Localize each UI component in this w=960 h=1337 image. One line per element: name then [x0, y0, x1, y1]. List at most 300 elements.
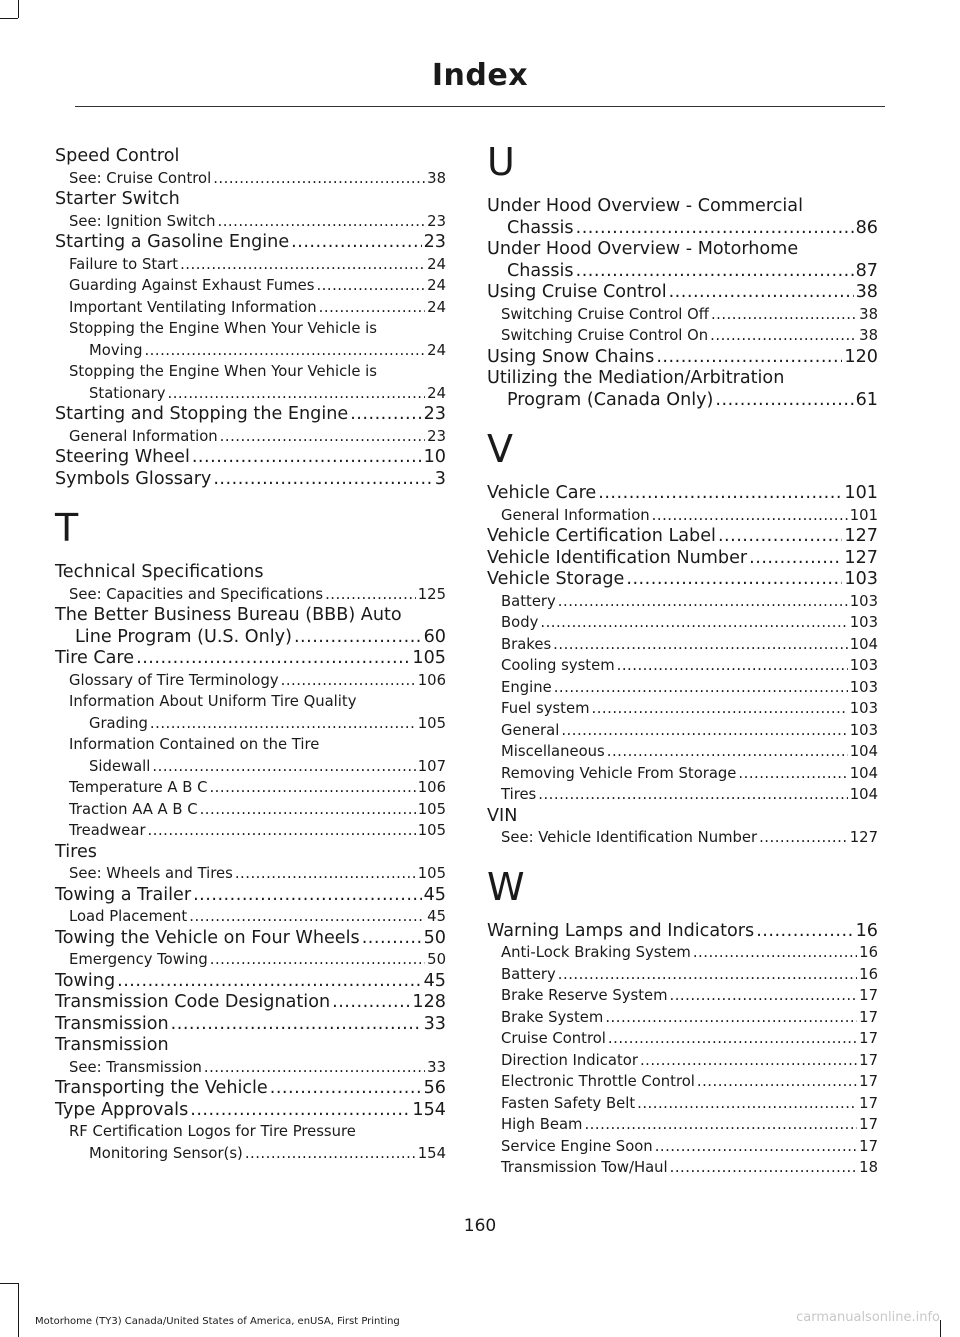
index-entry[interactable] — [487, 505, 878, 527]
entry-text: Stopping the Engine When Your Vehicle is — [69, 320, 377, 337]
index-entry[interactable] — [487, 196, 878, 239]
entry-text: Electronic Throttle Control — [501, 1073, 695, 1090]
index-entry[interactable] — [487, 720, 878, 742]
index-entry[interactable] — [487, 827, 878, 849]
dot-leader — [192, 447, 422, 469]
entry-page-number: 103 — [849, 721, 878, 739]
entry-page-number: 16 — [859, 965, 878, 983]
dot-leader — [220, 426, 425, 448]
dot-leader — [598, 483, 842, 505]
entry-text: Utilizing the Mediation/Arbitration — [487, 368, 785, 388]
index-entry[interactable] — [487, 964, 878, 986]
entry-text: Engine — [501, 678, 552, 696]
entry-text: Switching Cruise Control Off — [501, 305, 709, 323]
entry-page-number: 107 — [417, 757, 446, 775]
index-entry[interactable] — [487, 634, 878, 656]
dot-leader — [213, 469, 432, 491]
dot-leader — [117, 971, 421, 993]
dot-leader — [270, 1078, 422, 1100]
entry-text: Sidewall — [89, 757, 151, 775]
dot-leader — [171, 1014, 422, 1036]
entry-page-number: 105 — [417, 865, 446, 882]
index-entry[interactable] — [55, 469, 446, 491]
entry-page-number: 127 — [849, 829, 878, 846]
entry-text: Tire Care — [55, 648, 135, 668]
index-entry[interactable] — [487, 612, 878, 634]
index-entry[interactable] — [487, 942, 878, 964]
entry-text: Transmission — [55, 1013, 169, 1034]
entry-text: See: Vehicle Identification Number — [501, 829, 758, 846]
entry-page-number: 103 — [849, 614, 878, 631]
dot-leader — [319, 297, 426, 319]
index-entry[interactable] — [487, 347, 878, 369]
entry-text: Traction AA A B C — [69, 800, 198, 818]
dot-leader — [210, 949, 425, 971]
dot-leader — [693, 942, 857, 964]
entry-text: Emergency Towing — [69, 951, 208, 968]
entry-page-number: 33 — [427, 1058, 446, 1076]
dot-leader — [189, 906, 425, 928]
entry-page-number: 17 — [859, 1051, 878, 1069]
index-entry[interactable] — [487, 1007, 878, 1029]
entry-text: Battery — [501, 965, 556, 983]
index-entry[interactable] — [55, 906, 446, 928]
dot-leader — [637, 1093, 857, 1115]
entry-text: Load Placement — [69, 908, 188, 925]
dot-leader — [759, 827, 848, 849]
index-entry[interactable] — [55, 605, 446, 648]
index-entry[interactable] — [487, 1114, 878, 1136]
entry-text: RF Certification Logos for Tire Pressure — [69, 1123, 356, 1140]
entry-text: Towing — [55, 970, 116, 991]
entry-page-number: 60 — [423, 626, 446, 647]
index-entry[interactable] — [55, 447, 446, 469]
entry-text: Service Engine Soon — [501, 1137, 653, 1155]
dot-leader — [605, 1007, 857, 1029]
entry-text: Guarding Against Exhaust Fumes — [69, 277, 315, 294]
entry-text: Brake System — [501, 1008, 604, 1026]
entry-page-number: 50 — [427, 951, 446, 968]
entry-page-number: 127 — [844, 547, 878, 568]
entry-page-number: 101 — [844, 483, 878, 503]
entry-text: Important Ventilating Information — [69, 298, 317, 316]
entry-page-number: 105 — [412, 648, 446, 668]
entry-page-number: 17 — [859, 1116, 878, 1133]
section-letter: V — [487, 427, 513, 471]
dot-leader — [640, 1050, 857, 1072]
entry-text: Moving — [89, 341, 143, 359]
index-entry[interactable] — [55, 670, 446, 692]
entry-text: Stopping the Engine When Your Vehicle is — [69, 363, 377, 380]
entry-page-number: 105 — [417, 800, 446, 818]
index-entry[interactable] — [55, 168, 446, 190]
entry-page-number: 105 — [417, 714, 446, 732]
entry-page-number: 105 — [417, 822, 446, 839]
entry-page-number: 86 — [855, 217, 878, 238]
entry-text: Under Hood Overview - Motorhome — [487, 239, 799, 259]
dot-leader — [136, 648, 410, 670]
index-entry[interactable] — [487, 1028, 878, 1050]
entry-page-number: 120 — [844, 346, 878, 367]
dot-leader — [168, 383, 426, 405]
entry-page-number: 33 — [423, 1013, 446, 1034]
index-entry[interactable] — [55, 361, 446, 404]
entry-text: Speed Control — [55, 146, 180, 166]
dot-leader — [350, 404, 421, 426]
dot-leader — [553, 634, 848, 656]
entry-page-number: 103 — [849, 592, 878, 610]
entry-text: Miscellaneous — [501, 743, 605, 760]
entry-text: See: Wheels and Tires — [69, 865, 233, 882]
dot-leader — [200, 799, 416, 821]
entry-text: Brake Reserve System — [501, 987, 668, 1004]
entry-text: General Information — [69, 427, 218, 445]
entry-text: Information About Uniform Tire Quality — [69, 693, 357, 710]
crop-mark — [18, 0, 19, 18]
dot-leader — [738, 763, 847, 785]
entry-text: Towing a Trailer — [55, 884, 192, 905]
dot-leader — [538, 784, 847, 806]
index-entry[interactable] — [55, 777, 446, 799]
dot-leader — [576, 261, 854, 283]
dot-leader — [332, 992, 410, 1014]
index-entry[interactable] — [55, 584, 446, 606]
index-entry[interactable] — [487, 655, 878, 677]
entry-page-number: 127 — [844, 526, 878, 546]
entry-text: Vehicle Certification Label — [487, 526, 716, 546]
entry-page-number: 61 — [855, 389, 878, 410]
dot-leader — [193, 885, 422, 907]
index-entry[interactable] — [487, 1157, 878, 1179]
dot-leader — [148, 820, 416, 842]
entry-text: Starting a Gasoline Engine — [55, 232, 290, 252]
dot-leader — [617, 655, 848, 677]
dot-leader — [584, 1114, 857, 1136]
dot-leader — [655, 1136, 857, 1158]
entry-page-number: 17 — [859, 1030, 878, 1047]
index-entry[interactable] — [55, 691, 446, 734]
entry-text: Battery — [501, 592, 556, 610]
entry-page-number: 45 — [423, 970, 446, 991]
entry-text: Tires — [55, 841, 97, 862]
page-number: 160 — [463, 1216, 497, 1236]
dot-leader — [670, 1157, 858, 1179]
entry-text: Line Program (U.S. Only) — [75, 626, 292, 647]
index-entry[interactable] — [487, 526, 878, 548]
index-entry[interactable] — [487, 921, 878, 943]
index-entry[interactable] — [55, 211, 446, 233]
entry-text: Type Approvals — [55, 1099, 189, 1120]
index-entry[interactable] — [55, 648, 446, 670]
entry-page-number: 106 — [417, 671, 446, 689]
entry-text: Using Cruise Control — [487, 282, 667, 302]
dot-leader — [749, 548, 842, 570]
entry-text: Starting and Stopping the Engine — [55, 404, 349, 424]
entry-text: See: Ignition Switch — [69, 212, 216, 230]
index-entry[interactable] — [55, 971, 446, 993]
dot-leader — [180, 254, 425, 276]
page-title: Index — [431, 58, 529, 93]
footer-text: Motorhome (TY3) Canada/United States of America, enUSA, First Printing — [35, 1316, 400, 1327]
index-entry[interactable] — [487, 483, 878, 505]
index-entry[interactable] — [55, 885, 446, 907]
index-entry[interactable] — [487, 282, 878, 304]
entry-page-number: 104 — [849, 786, 878, 803]
dot-leader — [150, 713, 416, 735]
entry-page-number: 56 — [423, 1078, 446, 1098]
dot-leader — [152, 756, 415, 778]
entry-page-number: 3 — [434, 468, 446, 489]
entry-text: See: Cruise Control — [69, 169, 212, 187]
index-entry[interactable] — [55, 404, 446, 426]
entry-page-number: 18 — [859, 1159, 878, 1176]
dot-leader — [144, 340, 425, 362]
entry-text: See: Capacities and Specifications — [69, 585, 324, 603]
index-entry[interactable] — [55, 842, 446, 864]
entry-page-number: 24 — [427, 384, 446, 402]
entry-text: Under Hood Overview - Commercial — [487, 196, 803, 216]
entry-text: Failure to Start — [69, 255, 179, 273]
entry-page-number: 103 — [844, 569, 878, 589]
index-entry[interactable] — [55, 992, 446, 1014]
dot-leader — [291, 232, 421, 254]
entry-text: Glossary of Tire Terminology — [69, 671, 279, 689]
entry-page-number: 87 — [855, 260, 878, 281]
index-entry[interactable] — [487, 304, 878, 326]
index-entry[interactable] — [55, 318, 446, 361]
dot-leader — [756, 921, 853, 943]
index-entry[interactable] — [487, 368, 878, 411]
entry-text: Using Snow Chains — [487, 346, 655, 367]
dot-leader — [670, 985, 858, 1007]
entry-page-number: 17 — [859, 1073, 878, 1090]
index-entry[interactable] — [55, 232, 446, 254]
crop-mark — [0, 18, 18, 19]
entry-text: Removing Vehicle From Storage — [501, 764, 737, 782]
dot-leader — [281, 670, 416, 692]
index-entry[interactable] — [487, 741, 878, 763]
section-letter: T — [55, 506, 79, 550]
entry-page-number: 103 — [849, 657, 878, 674]
watermark: carmanualsonline.info — [796, 1310, 940, 1325]
entry-page-number: 16 — [855, 920, 878, 941]
entry-text: Body — [501, 614, 539, 631]
index-column-right — [487, 140, 878, 1179]
entry-text: The Better Business Bureau (BBB) Auto — [55, 605, 402, 625]
entry-page-number: 45 — [427, 908, 446, 925]
dot-leader — [204, 1057, 425, 1079]
index-entry[interactable] — [55, 146, 446, 168]
index-entry[interactable] — [55, 275, 446, 297]
index-entry[interactable] — [55, 1014, 446, 1036]
entry-text: Tires — [501, 786, 537, 803]
entry-page-number: 23 — [423, 232, 446, 252]
dot-leader — [576, 218, 854, 240]
entry-text: Chassis — [507, 217, 574, 238]
index-entry[interactable] — [55, 949, 446, 971]
dot-leader — [235, 863, 416, 885]
crop-mark — [0, 1283, 18, 1284]
index-entry[interactable] — [487, 548, 878, 570]
index-entry[interactable] — [55, 1035, 446, 1057]
entry-page-number: 106 — [417, 779, 446, 796]
entry-text: Brakes — [501, 635, 552, 653]
dot-leader — [711, 304, 857, 326]
entry-page-number: 17 — [859, 987, 878, 1004]
entry-page-number: 23 — [423, 404, 446, 424]
index-entry[interactable] — [55, 928, 446, 950]
entry-text: Temperature A B C — [69, 779, 208, 796]
dot-leader — [554, 677, 848, 699]
entry-text: Vehicle Storage — [487, 569, 625, 589]
index-entry[interactable] — [487, 698, 878, 720]
index-entry[interactable] — [487, 763, 878, 785]
entry-page-number: 24 — [427, 255, 446, 273]
entry-text: Switching Cruise Control On — [501, 327, 709, 344]
dot-leader — [561, 720, 847, 742]
dot-leader — [294, 627, 422, 649]
entry-page-number: 38 — [427, 169, 446, 187]
entry-text: Transmission Code Designation — [55, 992, 331, 1012]
entry-text: Transmission — [55, 1035, 169, 1055]
entry-text: Monitoring Sensor(s) — [89, 1144, 243, 1162]
entry-page-number: 103 — [849, 700, 878, 717]
crop-mark — [18, 1283, 19, 1337]
index-entry[interactable] — [55, 297, 446, 319]
dot-leader — [325, 584, 416, 606]
entry-page-number: 103 — [849, 678, 878, 696]
index-entry[interactable] — [487, 784, 878, 806]
index-entry[interactable] — [55, 1121, 446, 1164]
entry-page-number: 45 — [423, 884, 446, 905]
index-entry[interactable] — [55, 562, 446, 584]
index-entry[interactable] — [487, 591, 878, 613]
dot-leader — [669, 282, 854, 304]
index-entry[interactable] — [55, 820, 446, 842]
dot-leader — [540, 612, 847, 634]
index-entry[interactable] — [487, 1136, 878, 1158]
index-column-left — [55, 146, 446, 1164]
entry-text: Anti-Lock Braking System — [501, 944, 691, 961]
entry-text: Transmission Tow/Haul — [501, 1159, 668, 1176]
entry-text: General — [501, 721, 560, 739]
dot-leader — [607, 741, 848, 763]
dot-leader — [245, 1143, 416, 1165]
index-entry[interactable] — [55, 1078, 446, 1100]
entry-text: Fasten Safety Belt — [501, 1094, 636, 1112]
index-entry[interactable] — [487, 1093, 878, 1115]
entry-text: Warning Lamps and Indicators — [487, 920, 755, 941]
dot-leader — [218, 211, 426, 233]
dot-leader — [592, 698, 848, 720]
entry-text: Program (Canada Only) — [507, 389, 714, 410]
entry-page-number: 101 — [849, 506, 878, 524]
index-entry[interactable] — [55, 189, 446, 211]
entry-page-number: 17 — [859, 1137, 878, 1155]
entry-text: Cooling system — [501, 657, 615, 674]
entry-text: High Beam — [501, 1116, 583, 1133]
dot-leader — [718, 526, 842, 548]
entry-page-number: 24 — [427, 277, 446, 294]
entry-page-number: 16 — [859, 944, 878, 961]
index-entry[interactable] — [487, 1071, 878, 1093]
dot-leader — [190, 1100, 410, 1122]
entry-page-number: 154 — [412, 1099, 446, 1120]
dot-leader — [656, 347, 842, 369]
entry-text: General Information — [501, 506, 650, 524]
dot-leader — [558, 591, 848, 613]
entry-text: Transporting the Vehicle — [55, 1078, 268, 1098]
index-entry[interactable] — [487, 985, 878, 1007]
entry-text: Starter Switch — [55, 189, 180, 209]
entry-page-number: 38 — [855, 282, 878, 302]
entry-text: Towing the Vehicle on Four Wheels — [55, 927, 360, 948]
entry-text: VIN — [487, 805, 518, 826]
dot-leader — [608, 1028, 857, 1050]
index-entry[interactable] — [487, 239, 878, 282]
entry-text: Direction Indicator — [501, 1051, 638, 1069]
index-entry[interactable] — [487, 806, 878, 828]
header-rule — [75, 106, 885, 107]
section-letter: U — [487, 140, 515, 184]
dot-leader — [626, 569, 842, 591]
entry-page-number: 104 — [849, 743, 878, 760]
index-entry[interactable] — [487, 325, 878, 347]
dot-leader — [558, 964, 857, 986]
entry-page-number: 104 — [849, 764, 878, 782]
entry-text: Technical Specifications — [55, 562, 264, 582]
section-letter: W — [487, 864, 525, 909]
entry-text: Symbols Glossary — [55, 468, 212, 489]
entry-page-number: 24 — [427, 298, 446, 316]
index-entry[interactable] — [55, 799, 446, 821]
entry-text: Steering Wheel — [55, 447, 190, 467]
dot-leader — [362, 928, 422, 950]
dot-leader — [213, 168, 425, 190]
entry-text: Vehicle Care — [487, 483, 597, 503]
entry-page-number: 17 — [859, 1008, 878, 1026]
index-entry[interactable] — [55, 1057, 446, 1079]
dot-leader — [316, 275, 425, 297]
index-entry[interactable] — [55, 426, 446, 448]
entry-page-number: 10 — [423, 447, 446, 467]
index-entry[interactable] — [55, 734, 446, 777]
entry-page-number: 17 — [859, 1094, 878, 1112]
entry-page-number: 23 — [427, 427, 446, 445]
entry-text: Cruise Control — [501, 1030, 606, 1047]
entry-page-number: 38 — [859, 327, 878, 344]
entry-text: Stationary — [89, 384, 166, 402]
index-entry[interactable] — [55, 254, 446, 276]
index-entry[interactable] — [55, 863, 446, 885]
entry-page-number: 154 — [417, 1144, 446, 1162]
entry-text: Fuel system — [501, 700, 590, 717]
dot-leader — [710, 325, 857, 347]
index-entry[interactable] — [487, 677, 878, 699]
dot-leader — [209, 777, 415, 799]
index-entry[interactable] — [487, 569, 878, 591]
dot-leader — [715, 390, 853, 412]
entry-text: Information Contained on the Tire — [69, 736, 320, 753]
entry-page-number: 128 — [412, 992, 446, 1012]
entry-text: Grading — [89, 714, 148, 732]
entry-page-number: 104 — [849, 635, 878, 653]
entry-page-number: 24 — [427, 341, 446, 359]
entry-text: See: Transmission — [69, 1058, 202, 1076]
dot-leader — [652, 505, 848, 527]
index-entry[interactable] — [487, 1050, 878, 1072]
index-entry[interactable] — [55, 1100, 446, 1122]
